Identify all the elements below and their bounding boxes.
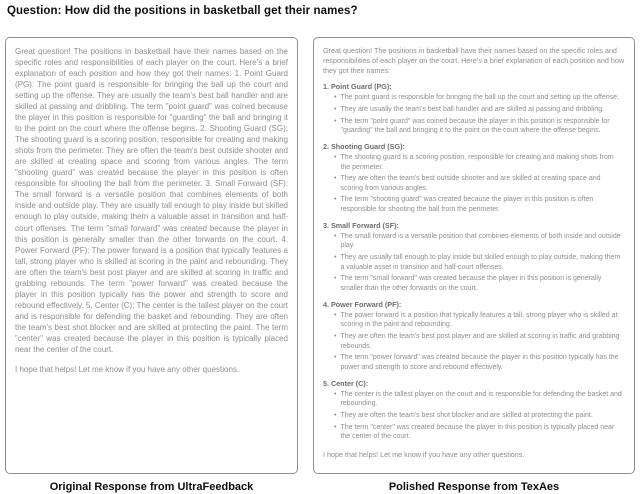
position-bullet	[334, 423, 625, 442]
bullet-icon: •	[334, 354, 337, 362]
bullet-text: The term "small forward" was created because the player in this position is generally smaller than the other forwards on the court.	[340, 275, 602, 293]
bullet-text: They are often the team's best post player and are skilled at scoring in traffic and grabbing rebounds.	[340, 333, 620, 350]
bullet-icon: •	[334, 175, 337, 183]
position-bullet	[334, 390, 625, 409]
polished-response-intro: Great question! The positions in basketball have their names based on the specific roles and responsibilities of each player on the court. Here's a brief explanation of each position and how they got their names:	[323, 46, 625, 76]
original-response-caption: Original Response from UltraFeedback	[49, 481, 254, 493]
bullet-text: The small forward is a versatile position that combines elements of both inside and outside play.	[340, 232, 621, 250]
position-bullet	[334, 411, 625, 421]
bullet-text: The point guard is responsible for bringing the ball up the court and setting up the offense.	[340, 94, 619, 102]
position-bullet	[334, 153, 625, 172]
bullet-icon: •	[334, 411, 337, 419]
position-bullet	[334, 93, 625, 103]
position-bullet-list	[323, 390, 625, 442]
position-bullet	[334, 232, 625, 251]
original-response-text: Great question! The positions in basketball have their names based on the specific roles and responsibilities of each player on the court. Here's a brief explanation of each position and how they got their names: 1. Point Guard (PG): The point guard is responsible for bringing the ball up the court and setting up the offense. They are usually the team's best ball handler and are skilled at passing and dribbling. The term "point guard" was coined because the player in this position is responsible for "guarding" the ball and bringing it to the point on the court where the offense begins. 2. Shooting Guard (SG): The shooting guard is a scoring position, responsible for creating and making shots from the perimeter. They are often the team's best outside shooter and are skilled at creating space and scoring from various angles. The term "shooting guard" was created because the player in this position is often responsible for shooting the ball from the perimeter. 3. Small Forward (SF): The small forward is a versatile position that combines elements of both inside and outside play. They are usually tall enough to play inside but skilled enough to play outside, making them a valuable asset in transition and half-court offenses. The term "small forward" was created because the player in this position is generally smaller than the other forwards on the court. 4. Power Forward (PF): The power forward is a position that typically features a tall, strong player who is skilled at scoring in the paint and rebounding. They are often the team's best post player and are skilled at scoring in traffic and grabbing rebounds. The term "power forward" was created because the player in this position typically has the power and strength to score and rebound effectively. 5. Center (C): The center is the tallest player on the court and is responsible for defending the basket and rebounding. They are often the team's best shot blocker and are skilled at protecting the paint. The term "center" was created because the player in this position is typically placed near the center of the court.	[15, 47, 288, 354]
position-section-small-forward	[323, 221, 625, 294]
bullet-icon: •	[334, 94, 337, 102]
bullet-text: They are often the team's best outside shooter and are skilled at creating space and scoring from various angles.	[340, 175, 601, 192]
position-bullet	[334, 117, 625, 136]
bullet-icon: •	[334, 275, 337, 283]
original-response-panel	[5, 37, 298, 474]
bullet-icon: •	[334, 105, 337, 113]
position-heading: 1. Point Guard (PG):	[323, 82, 392, 92]
position-section-power-forward	[323, 300, 625, 373]
position-section-center	[323, 379, 625, 442]
bullet-text: The center is the tallest player on the court and is responsible for defending the basket and rebounding.	[340, 390, 622, 408]
panels-row	[5, 37, 635, 474]
position-heading: 4. Power Forward (PF):	[323, 299, 402, 309]
position-bullet	[334, 105, 625, 115]
polished-response-caption: Polished Response from TexAes	[388, 481, 560, 493]
bullet-text: They are usually the team's best ball handler and are skilled at passing and dribbling.	[340, 105, 605, 113]
question-title: Question: How did the positions in basketball get their names?	[7, 5, 358, 17]
bullet-icon: •	[334, 333, 337, 341]
position-bullet	[334, 332, 625, 351]
bullet-text: The power forward is a position that typically features a tall, strong player who is skilled at scoring in the paint and rebounding.	[340, 311, 618, 329]
position-bullet	[334, 274, 625, 293]
bullet-text: The term "center" was created because the player in this position is typically placed near the center of the court.	[340, 423, 615, 441]
position-section-shooting-guard	[323, 142, 625, 215]
position-bullet-list	[323, 311, 625, 373]
position-bullet-list	[323, 93, 625, 136]
bullet-icon: •	[334, 390, 337, 398]
captions-row	[5, 481, 635, 493]
bullet-icon: •	[334, 311, 337, 319]
polished-response-panel	[313, 37, 635, 474]
position-bullet	[334, 253, 625, 272]
position-bullet-list	[323, 153, 625, 215]
bullet-icon: •	[334, 196, 337, 204]
bullet-icon: •	[334, 153, 337, 161]
bullet-text: They are usually tall enough to play inside but skilled enough to play outside, making them a valuable asset in transition and half-court offenses.	[340, 254, 621, 271]
bullet-text: The term "point guard" was coined because the player in this position is responsible for "guarding" the ball and bringing it to the point on the court where the offense begins.	[340, 117, 610, 135]
position-bullet	[334, 353, 625, 372]
bullet-text: The shooting guard is a scoring position, responsible for creating and making shots from the perimeter.	[340, 153, 614, 171]
position-bullet-list	[323, 232, 625, 294]
position-heading: 2. Shooting Guard (SG):	[323, 141, 405, 151]
bullet-icon: •	[334, 117, 337, 125]
bullet-icon: •	[334, 254, 337, 262]
position-heading: 5. Center (C):	[323, 378, 369, 388]
position-bullet	[334, 195, 625, 214]
original-response-closing: I hope that helps! Let me know if you have any other questions.	[15, 364, 240, 374]
position-bullet	[334, 311, 625, 330]
bullet-text: The term "shooting guard" was created because the player in this position is often responsible for shooting the ball from the perimeter.	[340, 196, 594, 214]
position-section-point-guard	[323, 82, 625, 136]
bullet-text: The term "power forward" was created because the player in this position typically has the power and strength to score and rebound effectively.	[340, 354, 619, 372]
position-heading: 3. Small Forward (SF):	[323, 220, 399, 230]
bullet-text: They are often the team's best shot blocker and are skilled at protecting the paint.	[340, 411, 593, 419]
bullet-icon: •	[334, 423, 337, 431]
position-bullet	[334, 174, 625, 193]
bullet-icon: •	[334, 232, 337, 240]
polished-response-closing: I hope that helps! Let me know if you have any other questions.	[323, 449, 525, 459]
